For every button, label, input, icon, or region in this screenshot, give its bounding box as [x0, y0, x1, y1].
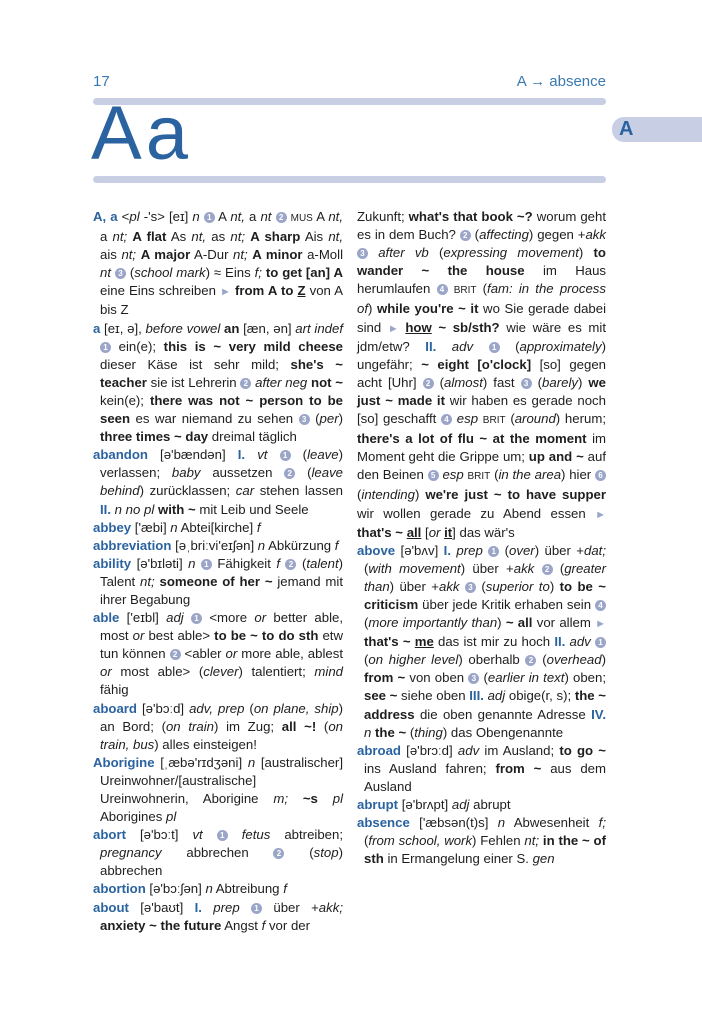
entry-ability: ability [ə'bɪləti] n 1 Fähigkeit f 2 (talent) Talent nt; someone of her ~ jemand mit ihrer Begabung [93, 555, 344, 607]
entry-abbey: abbey ['æbi] n Abtei[kirche] f [93, 519, 261, 535]
running-head: A → absence [516, 73, 606, 90]
section-letter: Aa [91, 91, 192, 176]
thumb-index-letter: A [619, 118, 634, 140]
thumb-index-tab[interactable] [612, 117, 702, 142]
entry-abandon: abandon [ə'bændən] I. vt 1 (leave) verlassen; baby aussetzen 2 (leave behind) zurücklassen; car stehen lassen II. n no pl with ~ mit Leib und Seele [93, 447, 343, 517]
page-number: 17 [93, 73, 110, 90]
entry-about: about [ə'baʊt] I. prep 1 über +akk; anxiety ~ the future Angst f vor der [93, 899, 343, 933]
entry-aborigine: Aborigine [ˌæbə'rɪdʒəni] n [australischer] Ureinwohner/[australische] Ureinwohnerin, Aborigine m; ~s pl Aborigines pl [93, 754, 344, 825]
entry-absence: absence ['æbsən(t)s] n Abwesenheit f; (from school, work) Fehlen nt; in the ~ of sth in Ermangelung einer S. gen [357, 815, 607, 867]
right-column [357, 208, 606, 868]
entry-abort: abort [ə'bɔːt] vt 1 fetus abtreiben; pregnancy abbrechen 2 (stop) abbrechen [93, 827, 343, 879]
entry-abroad: abroad [ə'brɔːd] adv im Ausland; to go ~ ins Ausland fahren; from ~ aus dem Ausland [357, 742, 607, 794]
entry-abortion: abortion [ə'bɔːʃən] n Abtreibung f [93, 881, 287, 897]
entry-abbreviation: abbreviation [əˌbriːvi'eɪʃən] n Abkürzung f [93, 537, 339, 553]
entry-A: A, a <pl -'s> [eɪ] n 1 A nt, a nt 2 MUS A nt, a nt; A flat As nt, as nt; A sharp Ais nt, ais nt; A major A-Dur nt; A minor a-Moll nt 3 (school mark) ≈ Eins f; to get [an] A eine Eins schreiben ► from A to Z von A bis Z [93, 209, 344, 318]
left-column [93, 208, 343, 935]
entry-above: above [ə'bʌv] I. prep 1 (over) über +dat; (with movement) über +akk 2 (greater than) über +akk 3 (superior to) to be ~ criticism über jede Kritik erhaben sein 4 (more importantly than) ~ all vor allem ► that's ~ me das ist mir zu hoch II. adv 1 (on higher level) oberhalb 2 (overhead) from ~ von oben 3 (earlier in text) oben; see ~ siehe oben III. adj obige(r, s); the ~ address die oben genannte Adresse IV. n the ~ (thing) das Obengenannte [357, 542, 607, 740]
entry-abrupt: abrupt [ə'brʌpt] adj abrupt [357, 797, 511, 812]
entry-a: a [eɪ, ə], before vowel an [æn, ən] art indef 1 ein(e); this is ~ very mild cheese dieser Käse ist sehr mild; she's ~ teacher sie ist Lehrerin 2 after neg not ~ kein(e); there was not ~ person to be seen es war niemand zu sehen 3 (per) three times ~ day dreimal täglich [93, 320, 344, 445]
entry-aboard: aboard [ə'bɔːd] adv, prep (on plane, ship) an Bord; (on train) im Zug; all ~! (on train, bus) alles einsteigen! [93, 700, 343, 752]
entry-about-cont: Zukunft; what's that book ~? worum geht es in dem Buch? 2 (affecting) gegen +akk 3 after vb (expressing movement) to wander ~ the house im Haus herumlaufen 4 BRIT (fam: in the process of) while you're ~ it wo Sie gerade dabei sind ► how ~ sb/sth? wie wäre es mit jdm/etw? II. adv 1 (approximately) ungefähr; ~ eight [o'clock] [so] gegen acht [Uhr] 2 (almost) fast 3 (barely) we just ~ made it wir haben es gerade noch [so] geschafft 4 esp BRIT (around) herum; there's a lot of flu ~ at the moment im Moment geht die Grippe um; up and ~ auf den Beinen 5 esp BRIT (in the area) hier 6 (intending) we're just ~ to have supper wir wollen gerade zu Abend essen ► that's ~ all [or it] das wär's [357, 209, 607, 540]
section-rule [93, 176, 606, 183]
entry-able: able ['eɪbl] adj 1 <more or better able, most or best able> to be ~ to do sth etw tun können 2 <abler or more able, ablest or most able> (clever) talentiert; mind fähig [93, 610, 344, 698]
